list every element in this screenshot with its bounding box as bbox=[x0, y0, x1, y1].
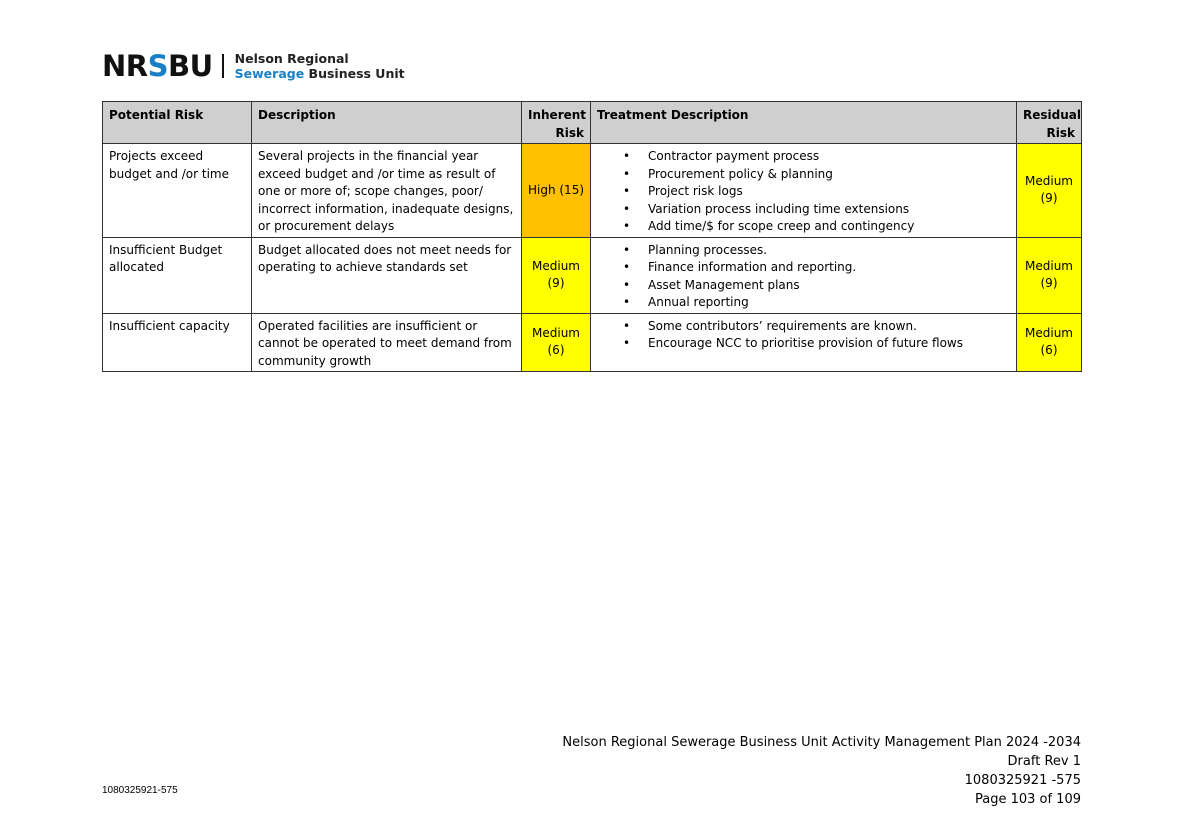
list-item: • Finance information and reporting. bbox=[597, 259, 1010, 277]
list-item: • Planning processes. bbox=[597, 242, 1010, 260]
list-item: • Procurement policy & planning bbox=[597, 166, 1010, 184]
inherent-risk-label-2: (6) bbox=[547, 343, 565, 358]
footer-plan-title: Nelson Regional Sewerage Business Unit Activity Management Plan 2024 -2034 bbox=[562, 735, 1081, 750]
risk-table bbox=[102, 101, 1082, 372]
residual-risk-label-1: Medium bbox=[1025, 258, 1073, 273]
treatment-cell bbox=[591, 144, 1017, 238]
col-residual-risk bbox=[1017, 102, 1082, 144]
description-cell: Several projects in the financial year exceed budget and /or time as result of one or more of; scope changes, poor/ incorrect information, inadequate designs, or procurement delays bbox=[252, 144, 522, 238]
logo-line1: Nelson Regional bbox=[234, 51, 349, 66]
logo-line2 bbox=[235, 66, 405, 81]
residual-risk-badge bbox=[1017, 313, 1082, 372]
inherent-risk-label: High (15) bbox=[527, 182, 585, 197]
list-item: • Annual reporting bbox=[597, 294, 1010, 312]
list-item: • Contractor payment process bbox=[597, 148, 1010, 166]
residual-risk-label-2: (6) bbox=[1040, 343, 1058, 358]
footer-page-number: Page 103 of 109 bbox=[974, 792, 1081, 807]
logo-line2-a: Sewerage bbox=[234, 66, 305, 81]
table-row bbox=[103, 144, 1082, 238]
list-item: • Project risk logs bbox=[597, 183, 1010, 201]
col-potential-risk: Potential Risk bbox=[103, 102, 252, 144]
inherent-risk-label-2: (9) bbox=[547, 276, 565, 290]
list-item: • Variation process including time extensions bbox=[597, 201, 1010, 219]
list-item: • Add time/$ for scope creep and contingency bbox=[597, 218, 1010, 236]
col-residual-risk-1: Residual bbox=[1023, 108, 1081, 122]
footer-doc-id: 1080325921-575 bbox=[102, 785, 178, 796]
col-residual-risk-2: Risk bbox=[1046, 125, 1075, 140]
footer-revision: Draft Rev 1 bbox=[1007, 754, 1081, 769]
risk-cell: Projects exceed budget and /or time bbox=[103, 144, 252, 238]
inherent-risk-badge bbox=[522, 313, 591, 372]
inherent-risk-badge bbox=[522, 237, 591, 313]
treatment-list bbox=[597, 148, 1010, 236]
residual-risk-label-1: Medium bbox=[1025, 173, 1073, 188]
logo-text bbox=[235, 51, 405, 81]
risk-cell: Insufficient Budget allocated bbox=[103, 237, 252, 313]
description-cell: Operated facilities are insufficient or cannot be operated to meet demand from community growth bbox=[252, 313, 522, 372]
list-item: • Asset Management plans bbox=[597, 277, 1010, 295]
residual-risk-badge bbox=[1017, 144, 1082, 238]
description-cell: Budget allocated does not meet needs for operating to achieve standards set bbox=[252, 237, 522, 313]
col-description: Description bbox=[252, 102, 522, 144]
footer-doc-number: 1080325921 -575 bbox=[964, 773, 1081, 788]
inherent-risk-label-1: Medium bbox=[532, 325, 580, 340]
risk-cell: Insufficient capacity bbox=[103, 313, 252, 372]
treatment-list bbox=[597, 242, 1010, 312]
list-item: • Encourage NCC to prioritise provision of future flows bbox=[597, 335, 1010, 353]
nrsbu-logo bbox=[102, 48, 405, 84]
table-row bbox=[103, 313, 1082, 372]
col-inherent-risk bbox=[522, 102, 591, 144]
logo-mark-b: S bbox=[147, 48, 168, 83]
residual-risk-label-2: (9) bbox=[1040, 191, 1058, 206]
inherent-risk-label-1: Medium bbox=[532, 258, 580, 273]
list-item: • Some contributors’ requirements are known. bbox=[597, 318, 1010, 336]
col-inherent-risk-2: Risk bbox=[555, 125, 584, 140]
residual-risk-label-1: Medium bbox=[1025, 325, 1073, 340]
treatment-cell bbox=[591, 237, 1017, 313]
logo-line2-b: Business Unit bbox=[304, 66, 405, 81]
logo-divider bbox=[222, 54, 224, 78]
col-inherent-risk-1: Inherent bbox=[528, 108, 587, 122]
table-row bbox=[103, 237, 1082, 313]
page-footer bbox=[562, 733, 1081, 809]
inherent-risk-badge bbox=[522, 144, 591, 238]
logo-mark-a: NR bbox=[102, 48, 148, 83]
residual-risk-badge bbox=[1017, 237, 1082, 313]
logo-mark bbox=[102, 48, 213, 83]
logo-mark-c: BU bbox=[168, 48, 213, 83]
col-treatment: Treatment Description bbox=[591, 102, 1017, 144]
residual-risk-label-2: (9) bbox=[1040, 276, 1058, 290]
treatment-cell bbox=[591, 313, 1017, 372]
table-header-row bbox=[103, 102, 1082, 144]
treatment-list bbox=[597, 318, 1010, 353]
